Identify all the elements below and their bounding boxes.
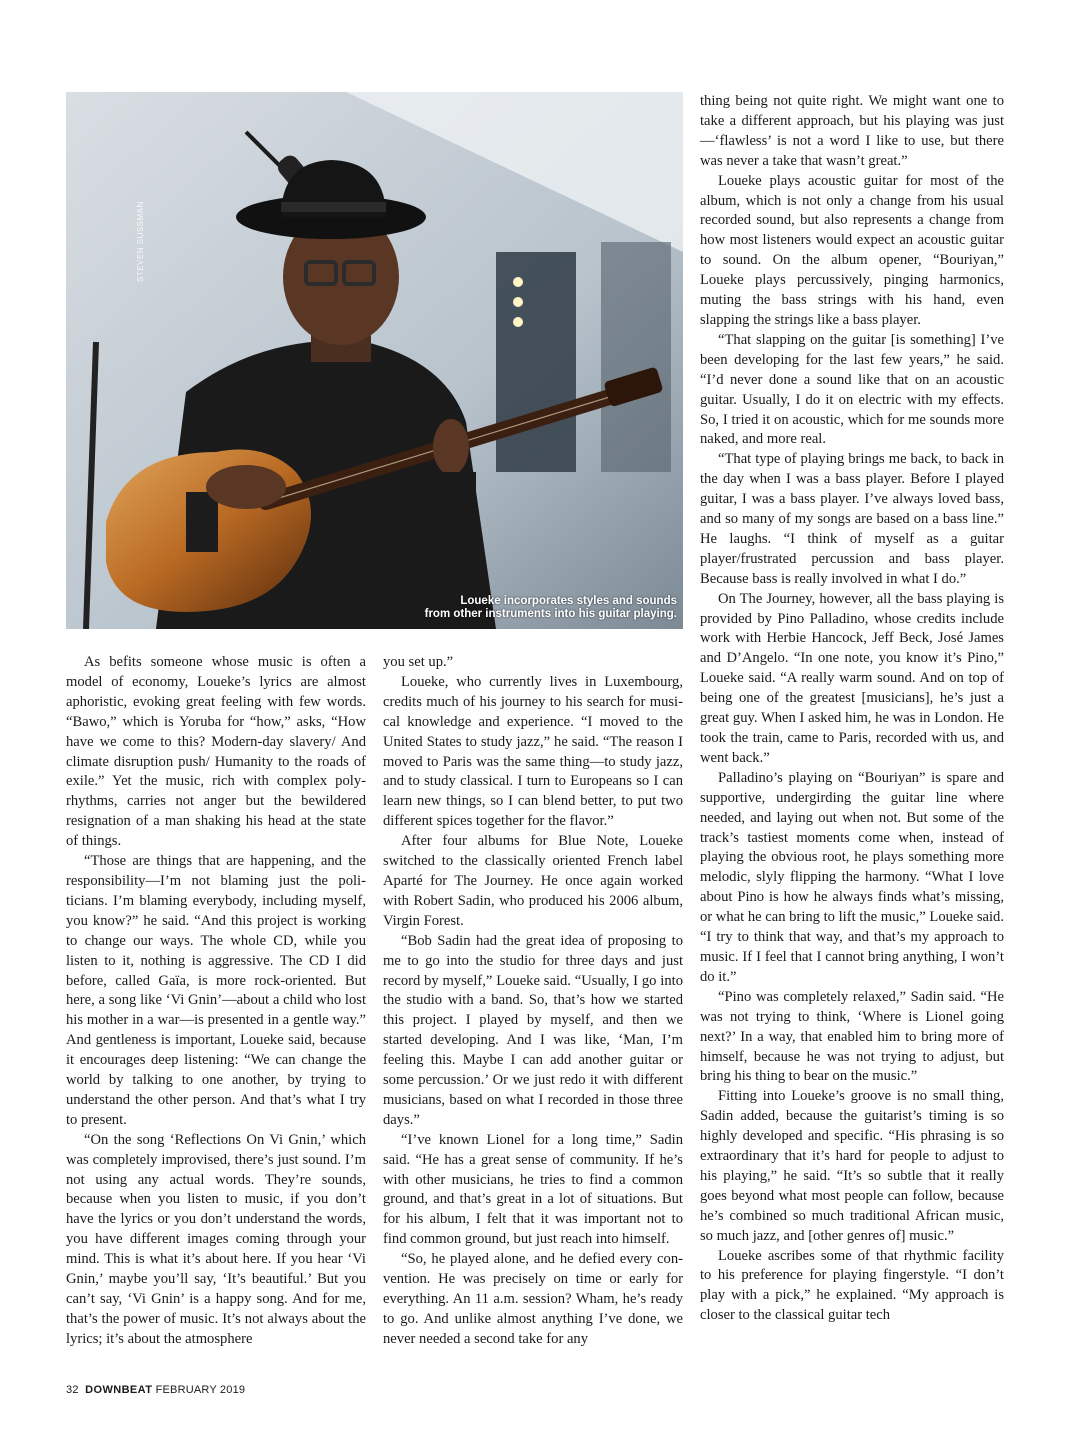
caption-line: from other instruments into his guitar playing.: [424, 608, 677, 620]
article-paragraph: “On the song ‘Reflections On Vi Gnin,’ which was completely improvised, there’s just sound. I’m not using any actual words. They’re sounds, because when you listen to music, if you don’t have the lyrics or you don’t understand the words, you have different images coming through your mind. This is what it’s about here. If you hear ‘Vi Gnin,’ maybe you’ll say, ‘It’s beautiful.’ But you can’t say, ‘Vi Gnin’ is a happy song. And for me, that’s the power of music. It’s not always about the lyrics; it’s about the atmosphere: [66, 1131, 366, 1347]
article-paragraph: Palladino’s playing on “Bouriyan” is spare and supportive, undergirding the guitar line where needed, and laying out when not. But some of the track’s tastiest moments come when, instead of playing the obvious root, he plays something more melodic, slyly flipping the harmony. “What I love about Pino is how he always finds what’s missing, or what he can bring to lift the music,” Loueke said. “I try to think that way, and that’s my approach to music. If I feel that I cannot bring anything, I won’t do it.”: [700, 769, 1004, 985]
caption-line: Loueke incorporates styles and sounds: [460, 595, 677, 607]
photo-credit: STEVEN SUSSMAN: [136, 201, 145, 282]
photo-caption: [425, 595, 677, 621]
article-paragraph: As befits someone whose music is often a model of economy, Loueke’s lyrics are almost aphoristic, evoking great feeling with few words. “Bawo,” which is Yoruba for “how,” asks, “How have we come to this? Modern-day slavery/ And climate disruption push/ Humanity to the roads of exile.” Yet the music, rich with complex polyrhythms, carries not anger but the bewildered resignation of a man shaking his head at the state of things.: [66, 654, 366, 850]
article-paragraph: Fitting into Loueke’s groove is no small thing, Sadin added, because the guitarist’s timing is so highly developed and specific. “His phrasing is so extraordinary that it’s hard for people to adjust to his playing,” he said. “It’s so subtle that it really goes beyond what most people can follow, because he’s combined so much traditional African music, so much jazz, and [other genres of] music.”: [700, 1088, 1004, 1244]
article-paragraph: On The Journey, however, all the bass playing is provided by Pino Palladino, whose credits include work with Herbie Hancock, Jeff Beck, José James and D’Angelo. “In one note, you know it’s Pino,” Loueke said. “A really warm sound. And on top of being one of the greatest [musicians], he’s just a great guy. When I asked him, he was in London. He took the train, came to Paris, recorded with us, and went back.”: [700, 590, 1004, 766]
article-paragraph: “Those are things that are happening, and the responsibility—I’m not blaming just the politicians. I’m blaming everybody, including myself, you know?” he said. “And this project is working to change our ways. The whole CD, while you listen to it, nothing is aggressive. The CD I did before, called Gaïa, is more rock-oriented. But here, a song like ‘Vi Gnin’—about a child who lost his mother in a war—is presented in a gentle way.” And gentleness is important, Loueke said, because it encourages deep listening: “We can change the world by talking to one another, by trying to understand the other person. And that’s what I try to present.: [66, 853, 366, 1128]
article-column-2: [383, 653, 683, 1350]
photo-illustration: [66, 92, 683, 629]
page-footer: [66, 1384, 245, 1396]
article-photo: [66, 92, 683, 629]
article-paragraph: Loueke ascribes some of that rhythmic facility to his preference for playing fingerstyle. “I don’t play with a pick,” he explained. “My approach is closer to the classical guitar tech: [700, 1247, 1004, 1324]
article-paragraph: thing being not quite right. We might want one to take a different approach, but his playing was just—‘flawless’ is not a word I like to use, but there was never a take that wasn’t great.”: [700, 93, 1004, 169]
article-paragraph: “Bob Sadin had the great idea of proposing to me to go into the studio for three days and just record by myself,” Loueke said. “Usually, I go into the studio with a band. So, that’s how we started this project. I played by myself, and then we started developing. And I was like, ‘Man, I’m feeling this. Maybe I can add another guitar or some percussion.’ Or we just redo it with different musicians, based on what I recorded in those three days.”: [383, 932, 683, 1128]
article-paragraph: Loueke plays acoustic guitar for most of the album, which is not only a change from his usual recorded sound, but also represents a change from how most listeners would expect an acoustic guitar to sound. On the album opener, “Bouriyan,” Loueke plays percussively, pinging harmonics, muting the bass strings with his hand, even slapping the strings like a bass player.: [700, 172, 1004, 328]
article-paragraph: “So, he played alone, and he defied every convention. He was precisely on time or early for everything. An 11 a.m. session? Wham, he’s ready to go. And unlike almost anything I’ve done, we never needed a second take for any: [383, 1251, 683, 1347]
article-paragraph: you set up.”: [383, 654, 454, 670]
issue-date: FEBRUARY 2019: [155, 1384, 246, 1396]
article-column-1: [66, 653, 366, 1350]
article-paragraph: Loueke, who currently lives in Luxembourg, credits much of his journey to his search for musical knowledge and experience. “I moved to the United States to study jazz,” he said. “The reason I moved to Paris was the same thing—to study jazz, and to study classical. I turn to Europeans so I can learn new things, so I can blend better, to put two different spices together for the flavor.”: [383, 673, 683, 830]
article-paragraph: “Pino was completely relaxed,” Sadin said. “He was not trying to think, ‘Where is Lionel going next?’ In a way, that enabled him to bring more of himself, because he was not trying to adjust, but bring his thing to bear on the music.”: [700, 988, 1004, 1085]
article-paragraph: After four albums for Blue Note, Loueke switched to the classically oriented French label Aparté for The Journey. He once again worked with Robert Sadin, who produced his 2006 album, Virgin Forest.: [383, 833, 683, 929]
magazine-name: DOWNBEAT: [85, 1384, 153, 1396]
page-number: 32: [66, 1384, 79, 1396]
article-paragraph: “That type of playing brings me back, to back in the day when I was a bass player. Before I played guitar, I was a bass player. I’ve always loved bass, and so many of my songs are based on a bass line.” He laughs. “I think of myself as a guitar player/frustrated percussion and bass player. Because bass is really involved in what I do.”: [700, 451, 1004, 587]
article-column-3: [700, 92, 1004, 1326]
article-paragraph: “I’ve known Lionel for a long time,” Sadin said. “He has a great sense of community. If he’s with other musicians, he tries to find a common ground, and that’s great in a lot of situations. But for his album, I felt that it was important not to find common ground, but just reach into himself.: [383, 1131, 683, 1248]
article-paragraph: “That slapping on the guitar [is something] I’ve been developing for the last few years,” he said. “I’d never done a sound like that on an acoustic guitar. Usually, I do it on electric with my effects. So, I tried it on acoustic, which for me sounds more naked, and more real.: [700, 331, 1004, 448]
